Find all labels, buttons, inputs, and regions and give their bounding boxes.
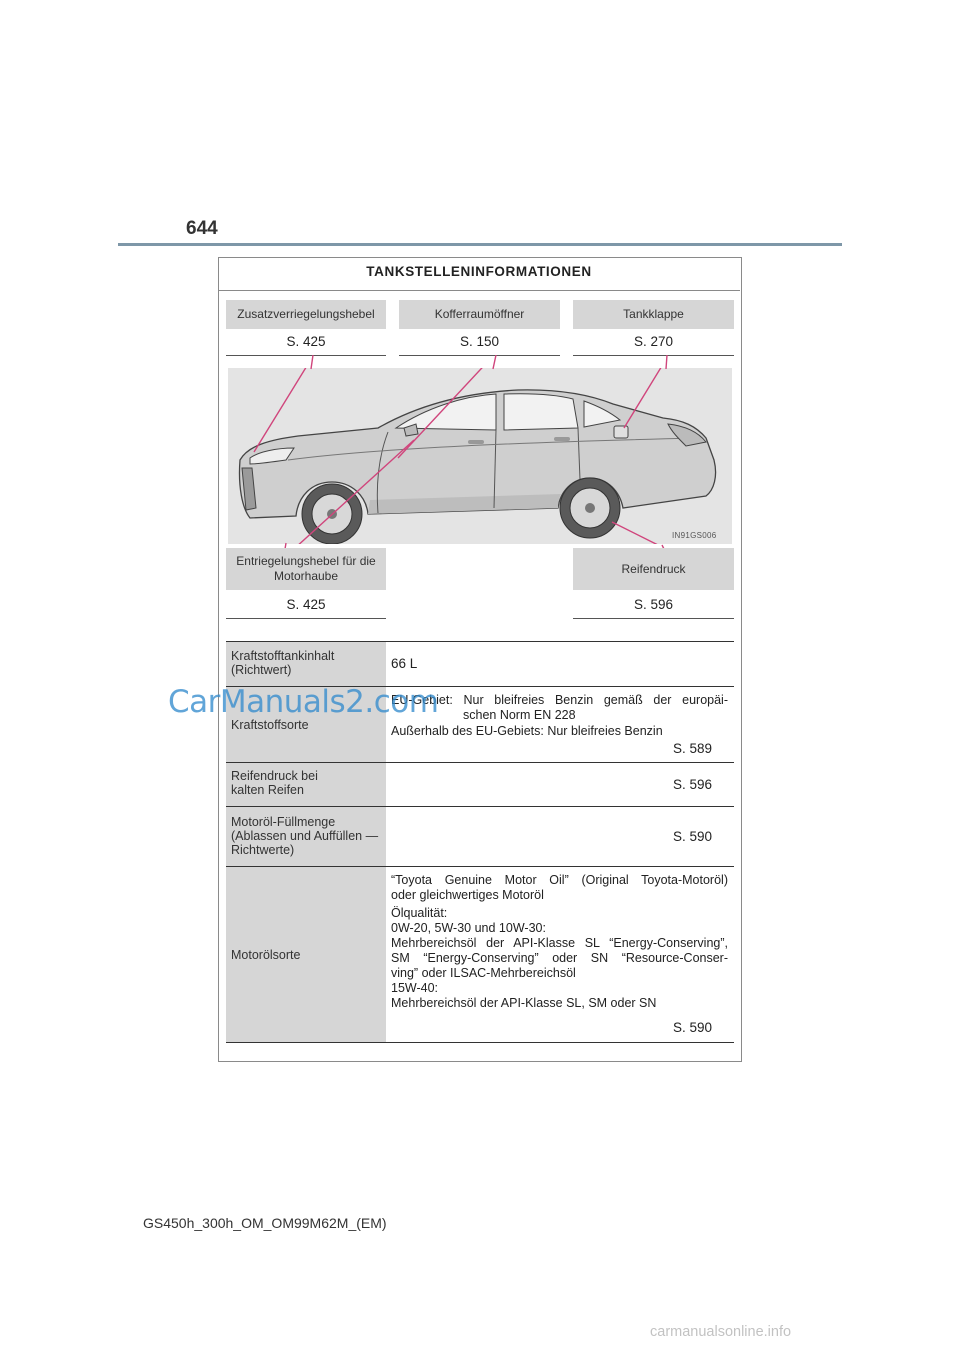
oil-type-line: “Toyota Genuine Motor Oil” (Original Toyota-Motoröl) [391,873,728,887]
ref-tankklappe[interactable]: S. 270 [633,334,674,349]
ref-reifendruck-kalt[interactable]: S. 596 [672,777,712,792]
title-divider [219,290,740,291]
table-row-label [226,642,386,686]
oil-type-line: Mehrbereichsöl der API-Klasse SL “Energy-Conserving”, [391,936,728,950]
label-zusatzverriegelungshebel: Zusatzverriegelungshebel [226,300,386,329]
fuel-type-line: schen Norm EN 228 [463,708,576,722]
document-code: GS450h_300h_OM_OM99M62M_(EM) [143,1215,387,1231]
oil-type-line: ving” oder ILSAC-Mehrbereichsöl [391,966,576,980]
section-title: TANKSTELLENINFORMATIONEN [366,264,592,279]
table-rule [226,1042,734,1043]
label-line: Kraftstofftankinhalt [231,649,335,663]
ref-underline [226,618,386,619]
ref-zusatzverriegelungshebel[interactable]: S. 425 [286,334,326,349]
label-line: Entriegelungshebel für die [236,554,376,568]
label-tankklappe: Tankklappe [573,300,734,329]
label-line: (Richtwert) [231,663,292,677]
fuel-type-line: EU-Gebiet: Nur bleifreies Benzin gemäß der europäi- [391,693,728,707]
table-row-label: Kraftstoffsorte [226,687,386,762]
label-kofferraumoeffner: Kofferraumöffner [399,300,560,329]
table-row-label [226,763,386,806]
tank-capacity-value: 66 L [391,656,418,671]
ref-motoroel-fuellmenge[interactable]: S. 590 [672,829,712,844]
watermark-carmanualsonline: carmanualsonline.info [650,1324,792,1340]
ref-entriegelungshebel-motorhaube[interactable]: S. 425 [286,597,326,612]
ref-reifendruck[interactable]: S. 596 [633,597,674,612]
ref-motoroelsorte[interactable]: S. 590 [672,1020,712,1035]
label-entriegelungshebel-motorhaube [226,548,386,590]
label-line: Richtwerte) [231,843,295,857]
label-line: kalten Reifen [231,783,304,797]
oil-type-line: 0W-20, 5W-30 und 10W-30: [391,921,546,935]
page-number: 644 [186,218,218,239]
oil-type-line: Ölqualität: [391,906,448,920]
label-line: (Ablassen und Auffüllen — [231,829,379,843]
ref-kofferraumoeffner[interactable]: S. 150 [459,334,500,349]
image-code: IN91GS006 [672,531,717,540]
watermark-carmanuals2: CarManuals2.com [168,684,439,720]
label-line: Motorhaube [273,569,339,583]
oil-type-line: 15W-40: [391,981,439,995]
ref-kraftstoffsorte[interactable]: S. 589 [672,741,712,756]
table-row-label: Motorölsorte [226,867,386,1042]
label-line: Motoröl-Füllmenge [231,815,336,829]
oil-type-text [391,873,728,1011]
label-reifendruck: Reifendruck [573,548,734,590]
oil-type-line: SM “Energy-Conserving” oder SN “Resource-Conser- [391,951,728,965]
oil-type-line: oder gleichwertiges Motoröl [391,888,544,902]
header-rule [118,243,842,246]
label-line: Reifendruck bei [231,769,318,783]
oil-type-line: Mehrbereichsöl der API-Klasse SL, SM oder SN [391,996,657,1010]
ref-underline [573,618,734,619]
callout-lines [226,355,734,555]
fuel-type-line: Außerhalb des EU-Gebiets: Nur bleifreies Benzin [391,724,663,738]
table-row-label [226,807,386,866]
